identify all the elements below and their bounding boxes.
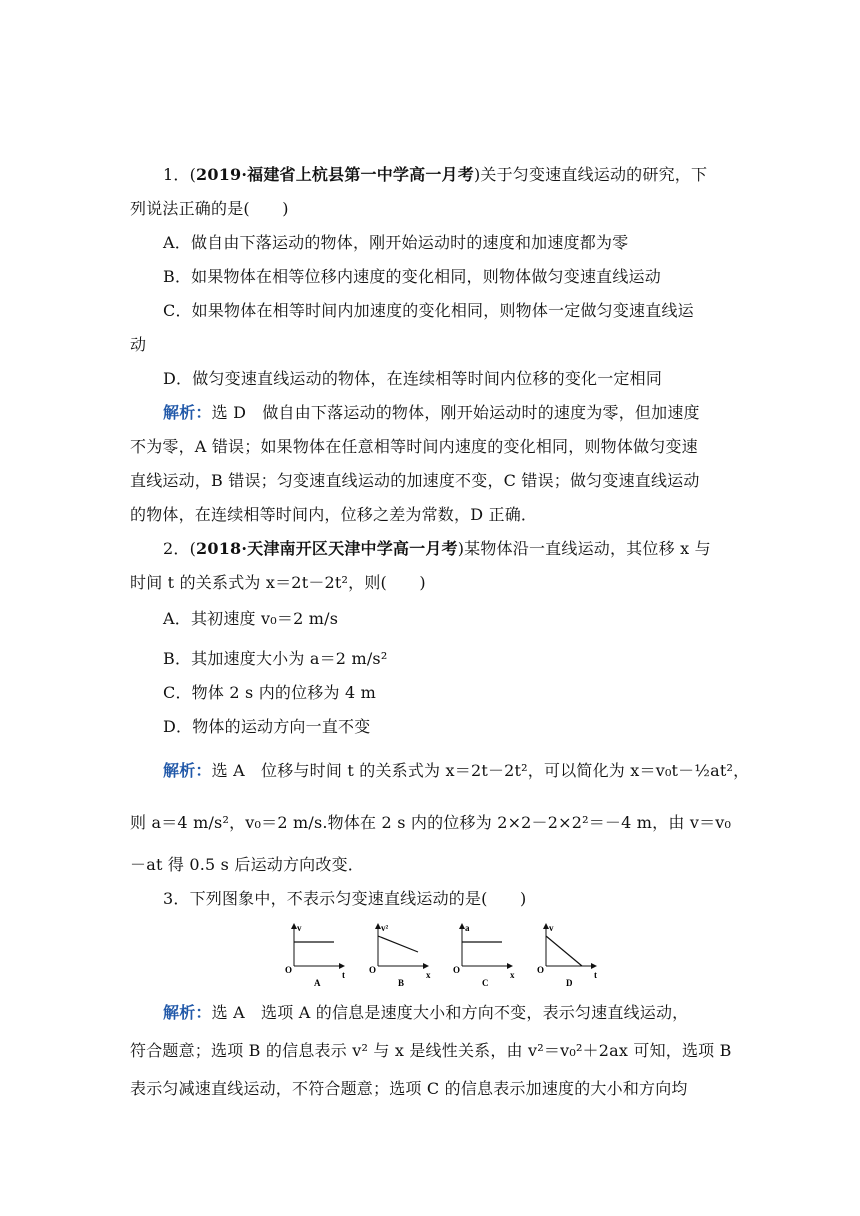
q1-exp-text1: 选 D 做自由下落运动的物体，刚开始运动时的速度为零，但加速度: [211, 403, 700, 422]
graph-b-y-label: v²: [381, 923, 389, 933]
graph-b: [369, 923, 431, 988]
q2-option-a: A．其初速度 v₀＝2 m/s: [163, 609, 339, 628]
q3-explanation-line2: 符合题意；选项 B 的信息表示 v² 与 x 是线性关系，由 v²＝v₀²＋2ax 可知，选项 B: [130, 1041, 732, 1060]
graph-d: [537, 923, 597, 988]
graph-b-label: B: [398, 978, 405, 988]
q1-explanation-line1: [163, 402, 763, 424]
graph-a-label: A: [314, 978, 321, 988]
q2-explanation-line2: 则 a＝4 m/s²，v₀＝2 m/s.物体在 2 s 内的位移为 2×2－2×2²＝－4 m，由 v＝v₀: [130, 813, 732, 832]
q3-graphs-figure: [280, 918, 610, 990]
q3-stem: 3．下列图象中，不表示匀变速直线运动的是( ): [163, 889, 527, 908]
q3-explanation-line3: 表示匀减速直线运动，不符合题意；选项 C 的信息表示加速度的大小和方向均: [130, 1079, 688, 1098]
q3-jiexi-label: 解析：: [163, 1003, 212, 1022]
q2-stem-line1: [163, 538, 763, 560]
q2-exp-text1: 选 A 位移与时间 t 的关系式为 x＝2t－2t²，可以简化为 x＝v₀t－½at²，: [211, 761, 750, 780]
graph-d-x-label: t: [594, 970, 597, 980]
q1-option-b: B．如果物体在相等位移内速度的变化相同，则物体做匀变速直线运动: [163, 267, 661, 286]
q1-stem-line2: 列说法正确的是( ): [130, 199, 289, 218]
q1-jiexi-label: 解析：: [163, 403, 212, 422]
graph-c: [453, 923, 515, 988]
q1-number: 1．(: [163, 165, 197, 184]
q1-source: 2019·福建省上杭县第一中学高一月考: [196, 165, 474, 184]
q2-option-d: D．物体的运动方向一直不变: [163, 717, 371, 736]
q2-option-b: B．其加速度大小为 a＝2 m/s²: [163, 649, 388, 668]
graph-b-origin: O: [369, 965, 377, 975]
q1-stem-line1: [163, 164, 763, 186]
q3-graphs-svg: [280, 918, 610, 990]
q2-number: 2．(: [163, 539, 197, 558]
graph-c-label: C: [482, 978, 489, 988]
q2-stem-a: )某物体沿一直线运动，其位移 x 与: [457, 539, 711, 558]
graph-a-y-label: v: [297, 923, 302, 933]
q1-stem-a: )关于匀变速直线运动的研究，下: [473, 165, 708, 184]
graph-c-x-label: x: [510, 970, 515, 980]
q1-option-c-line2: 动: [130, 335, 147, 354]
q3-exp-text1: 选 A 选项 A 的信息是速度大小和方向不变，表示匀速直线运动，: [211, 1003, 689, 1022]
graph-b-line: [378, 936, 418, 952]
q2-source: 2018·天津南开区天津中学高一月考: [196, 539, 458, 558]
graph-a-x-label: t: [342, 970, 345, 980]
graph-a-origin: O: [285, 965, 293, 975]
graph-c-y-label: a: [465, 923, 470, 933]
q1-explanation-line4: 的物体，在连续相等时间内，位移之差为常数，D 正确．: [130, 505, 538, 524]
q2-explanation-line3: －at 得 0.5 s 后运动方向改变．: [130, 855, 364, 874]
graph-a: [285, 923, 345, 988]
q1-option-a: A．做自由下落运动的物体，刚开始运动时的速度和加速度都为零: [163, 233, 629, 252]
graph-d-label: D: [566, 978, 573, 988]
graph-d-origin: O: [537, 965, 545, 975]
q3-explanation-line1: [163, 1002, 763, 1024]
graph-b-x-label: x: [426, 970, 431, 980]
q1-explanation-line3: 直线运动，B 错误；匀变速直线运动的加速度不变，C 错误；做匀变速直线运动: [130, 471, 700, 490]
q2-stem-line2: 时间 t 的关系式为 x＝2t－2t²，则( ): [130, 573, 426, 592]
q2-option-c: C．物体 2 s 内的位移为 4 m: [163, 683, 377, 702]
q1-option-c-line1: C．如果物体在相等时间内加速度的变化相同，则物体一定做匀变速直线运: [163, 301, 694, 320]
q2-jiexi-label: 解析：: [163, 761, 212, 780]
graph-d-y-label: v: [549, 923, 554, 933]
q1-explanation-line2: 不为零，A 错误；如果物体在任意相等时间内速度的变化相同，则物体做匀变速: [130, 437, 698, 456]
graph-c-origin: O: [453, 965, 461, 975]
q2-explanation-line1: [163, 760, 763, 782]
graph-d-line: [546, 936, 582, 966]
q1-option-d: D．做匀变速直线运动的物体，在连续相等时间内位移的变化一定相同: [163, 369, 663, 388]
